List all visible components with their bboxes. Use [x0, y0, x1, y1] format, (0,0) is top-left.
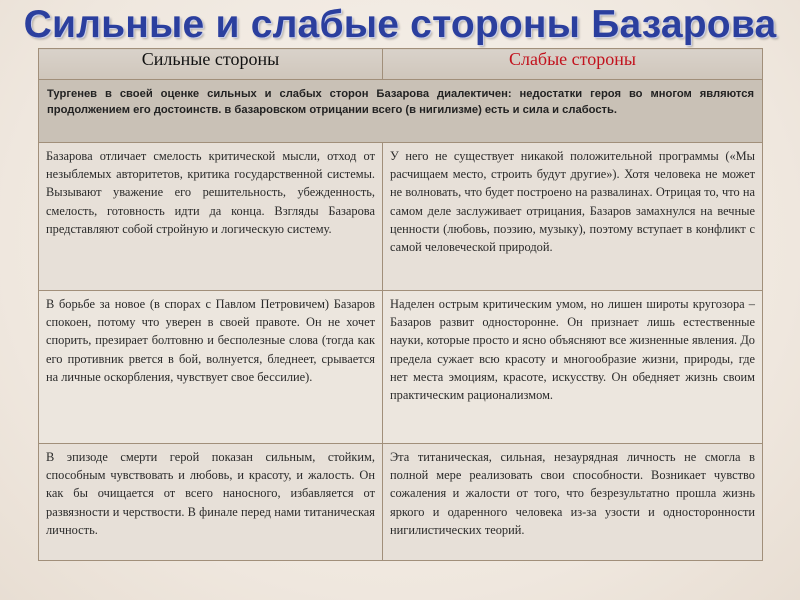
- comparison-table: [38, 48, 763, 561]
- table-row: [39, 444, 763, 561]
- weak-text: У него не существует никакой положительной программы («Мы расчищаем место, строить будут другие»). Хотя человека не может не волновать, что будет построено на развалинах. Отрицая то, что на самом деле заслуживает отрицания, Базаров замахнулся на вечные ценности (любовь, поэзию, музыку), поэтому вступает в конфликт с самой человеческой природой.: [390, 149, 755, 255]
- strong-cell: [39, 291, 383, 444]
- strong-text: В эпизоде смерти герой показан сильным, стойким, способным чувствовать и любовь, и красоту, и жалость. Он как бы очищается от всего наносного, избавляется от развязности и черствости. В финале перед нами титаническая личность.: [46, 450, 375, 537]
- table-row: [39, 291, 763, 444]
- strong-cell: [39, 444, 383, 561]
- slide-title: Сильные и слабые стороны Базарова: [23, 3, 777, 46]
- weak-text: Эта титаническая, сильная, незаурядная личность не смогла в полной мере реализовать свои способности. Возникает чувство сожаления и жалости от того, что безрезультатно прошла жизнь яркого и одаренного человека из-за узости и односторонности нигилистических теорий.: [390, 450, 755, 537]
- table-row: [39, 143, 763, 291]
- strong-cell: [39, 143, 383, 291]
- intro-text: Тургенев в своей оценке сильных и слабых сторон Базарова диалектичен: недостатки героя во многом являются продолжением его достоинств. в базаровском отрицании всего (в нигилизме) есть и сила и слабость.: [47, 88, 754, 116]
- intro-row: [39, 80, 763, 143]
- header-strong-sides: Сильные стороны: [39, 49, 383, 80]
- weak-text: Наделен острым критическим умом, но лишен широты кругозора – Базаров развит односторонне. Он признает лишь естественные науки, которые просто и ясно объясняют все жизненные явления. До предела сужает всю красоту и многообразие жизни, природы, где нет места эмоциям, красоте, искусству. Он обедняет жизнь своим практическим рационализмом.: [390, 297, 755, 403]
- header-weak-sides: Слабые стороны: [383, 49, 763, 80]
- weak-cell: [383, 444, 763, 561]
- strong-text: Базарова отличает смелость критической мысли, отход от незыблемых авторитетов, критика государственной системы. Вызывают уважение его решительность, убежденность, смелость, готовность идти да конца. Взгляды Базарова представляют собой стройную и логическую систему.: [46, 149, 375, 236]
- weak-cell: [383, 291, 763, 444]
- strong-text: В борьбе за новое (в спорах с Павлом Петровичем) Базаров спокоен, потому что уверен в своей правоте. Он не хочет спорить, презирает болтовню и бесполезные слова (тогда как его противник рвется в бой, волнуется, бледнеет, срывается на личные оскорбления, чувствует свое бессилие).: [46, 297, 375, 384]
- intro-cell: [39, 80, 763, 143]
- table-header-row: [39, 49, 763, 80]
- weak-cell: [383, 143, 763, 291]
